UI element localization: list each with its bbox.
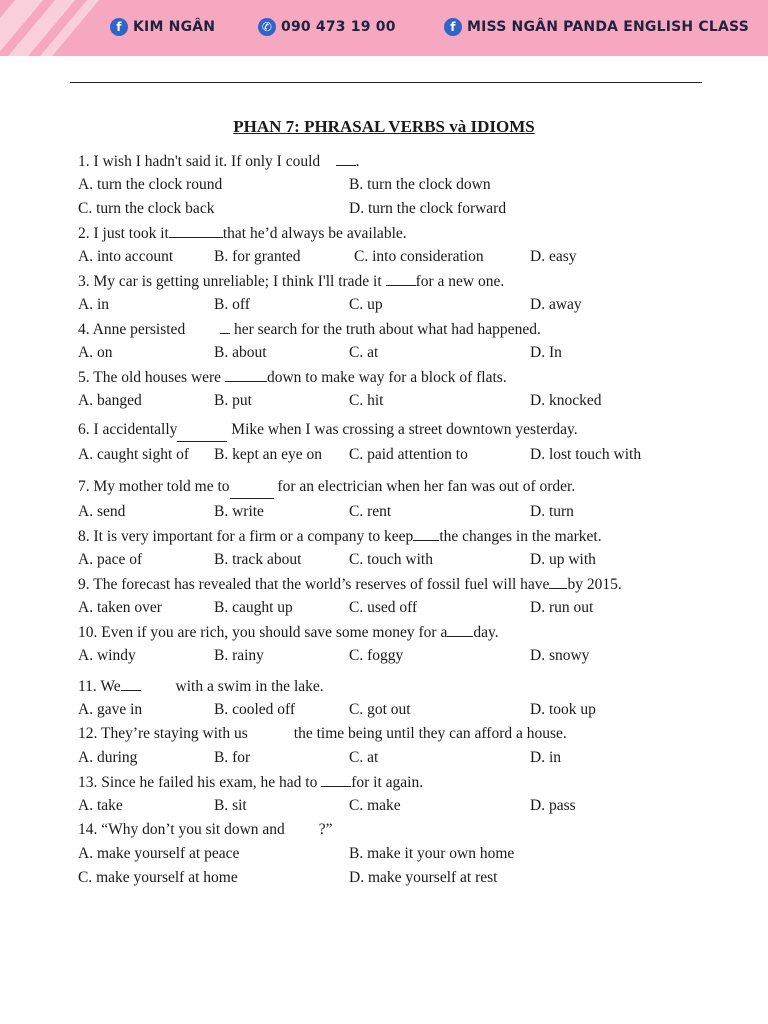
option-a: A. into account [78, 248, 174, 265]
answer-blank [336, 152, 356, 166]
question-text: for an electrician when her fan was out of order. [277, 478, 576, 495]
option-c: C. into consideration [354, 248, 484, 265]
question-text: for a new one. [415, 273, 505, 290]
facebook-name: KIM NGÂN [133, 19, 216, 35]
question-text: day. [473, 624, 499, 641]
phone-contact[interactable] [258, 16, 396, 38]
question-10 [78, 623, 499, 642]
question-14 [78, 821, 333, 839]
option-b: B. track about [214, 551, 302, 568]
question-1 [78, 152, 360, 171]
question-text: . [355, 153, 360, 170]
answer-blank [220, 320, 230, 334]
question-text: Mike when I was crossing a street downtown yesterday. [231, 421, 578, 438]
question-text: 13. Since he failed his exam, he had to [78, 774, 322, 791]
option-c: C. paid attention to [349, 446, 468, 463]
question-9 [78, 575, 622, 594]
option-d: D. in [530, 749, 561, 766]
question-text: for it again. [351, 774, 424, 791]
option-a: A. caught sight of [78, 446, 190, 463]
option-d: D. run out [530, 599, 594, 616]
question-4 [78, 320, 541, 339]
question-text: 9. The forecast has revealed that the world’s reserves of fossil fuel will have [78, 576, 550, 593]
option-c: C. up [349, 296, 383, 313]
option-d: D. easy [530, 248, 577, 265]
option-b: B. off [214, 296, 250, 313]
option-c: C. make yourself at home [78, 869, 238, 886]
option-a: A. send [78, 503, 126, 520]
page-title: PHAN 7: PHRASAL VERBS và IDIOMS [233, 117, 535, 136]
facebook-class-page[interactable] [444, 16, 749, 38]
question-text: down to make way for a block of flats. [266, 369, 507, 386]
option-b: B. put [214, 392, 252, 409]
phone-number: 090 473 19 00 [281, 19, 396, 35]
option-b: B. kept an eye on [214, 446, 323, 463]
option-a: A. taken over [78, 599, 162, 616]
answer-blank [413, 527, 439, 541]
answer-blank [225, 368, 267, 382]
question-text: 10. Even if you are rich, you should save some money for a [78, 624, 448, 641]
option-d: D. took up [530, 701, 596, 718]
option-d: D. In [530, 344, 562, 361]
answer-blank [386, 272, 416, 286]
answer-blank [177, 428, 227, 442]
option-a: A. during [78, 749, 138, 766]
question-5 [78, 368, 507, 387]
option-b: B. write [214, 503, 264, 520]
phone-icon: ✆ [258, 18, 276, 36]
option-c: C. used off [349, 599, 418, 616]
option-c: C. got out [349, 701, 411, 718]
facebook-icon: f [110, 18, 128, 36]
option-d: D. up with [530, 551, 596, 568]
option-c: C. turn the clock back [78, 200, 215, 217]
option-d: D. turn [530, 503, 574, 520]
question-text: 14. “Why don’t you sit down and [78, 821, 285, 838]
answer-blank [321, 773, 351, 787]
option-b: B. rainy [214, 647, 264, 664]
answer-blank [447, 623, 473, 637]
question-text: the time being until they can afford a house. [293, 725, 567, 742]
question-text: 11. We [78, 678, 121, 695]
option-a: A. turn the clock round [78, 176, 223, 193]
option-c: C. touch with [349, 551, 433, 568]
question-text: ?” [318, 821, 333, 838]
question-text: the changes in the market. [439, 528, 602, 545]
option-b: B. for granted [214, 248, 301, 265]
question-12 [78, 725, 567, 743]
option-d: D. pass [530, 797, 576, 814]
question-text: 1. I wish I hadn't said it. If only I could [78, 153, 321, 170]
question-8 [78, 527, 602, 546]
question-3 [78, 272, 504, 291]
option-b: B. cooled off [214, 701, 296, 718]
question-text: 8. It is very important for a firm or a company to keep [78, 528, 414, 545]
option-a: A. take [78, 797, 123, 814]
answer-blank [549, 575, 567, 589]
option-a: A. windy [78, 647, 136, 664]
option-b: B. about [214, 344, 267, 361]
answer-blank [169, 224, 223, 238]
question-text: 4. Anne persisted [78, 321, 186, 338]
option-a: A. on [78, 344, 113, 361]
option-c: C. make [349, 797, 401, 814]
question-text: that he’d always be available. [222, 225, 407, 242]
facebook-icon: f [444, 18, 462, 36]
question-text: 5. The old houses were [78, 369, 225, 386]
question-text: 6. I accidentally [78, 421, 178, 438]
option-a: A. make yourself at peace [78, 845, 240, 862]
option-a: A. banged [78, 392, 142, 409]
option-c: C. at [349, 749, 379, 766]
option-d: D. lost touch with [530, 446, 642, 463]
question-6 [78, 420, 578, 439]
option-b: B. sit [214, 797, 247, 814]
option-a: A. in [78, 296, 109, 313]
question-13 [78, 773, 423, 792]
option-a: A. pace of [78, 551, 143, 568]
question-text: with a swim in the lake. [175, 678, 324, 695]
divider-line [70, 82, 702, 83]
option-d: D. knocked [530, 392, 602, 409]
option-d: D. turn the clock forward [349, 200, 507, 217]
option-b: B. for [214, 749, 251, 766]
facebook-kim-ngan[interactable] [110, 16, 215, 38]
option-b: B. caught up [214, 599, 293, 616]
question-7 [78, 477, 575, 496]
answer-blank [121, 677, 141, 691]
option-c: C. at [349, 344, 379, 361]
question-text: 7. My mother told me to [78, 478, 230, 495]
option-b: B. turn the clock down [349, 176, 491, 193]
answer-blank [230, 485, 274, 499]
option-d: D. make yourself at rest [349, 869, 498, 886]
option-b: B. make it your own home [349, 845, 515, 862]
question-text: by 2015. [567, 576, 622, 593]
option-a: A. gave in [78, 701, 143, 718]
option-c: C. rent [349, 503, 392, 520]
question-text: 12. They’re staying with us [78, 725, 248, 742]
question-text: 2. I just took it [78, 225, 169, 242]
option-c: C. foggy [349, 647, 404, 664]
question-text: 3. My car is getting unreliable; I think I'll trade it [78, 273, 386, 290]
option-d: D. snowy [530, 647, 590, 664]
option-d: D. away [530, 296, 582, 313]
facebook-page-name: MISS NGÂN PANDA ENGLISH CLASS [467, 19, 749, 35]
question-11 [78, 677, 324, 696]
question-2 [78, 224, 407, 243]
question-text: her search for the truth about what had happened. [233, 321, 541, 338]
option-c: C. hit [349, 392, 384, 409]
